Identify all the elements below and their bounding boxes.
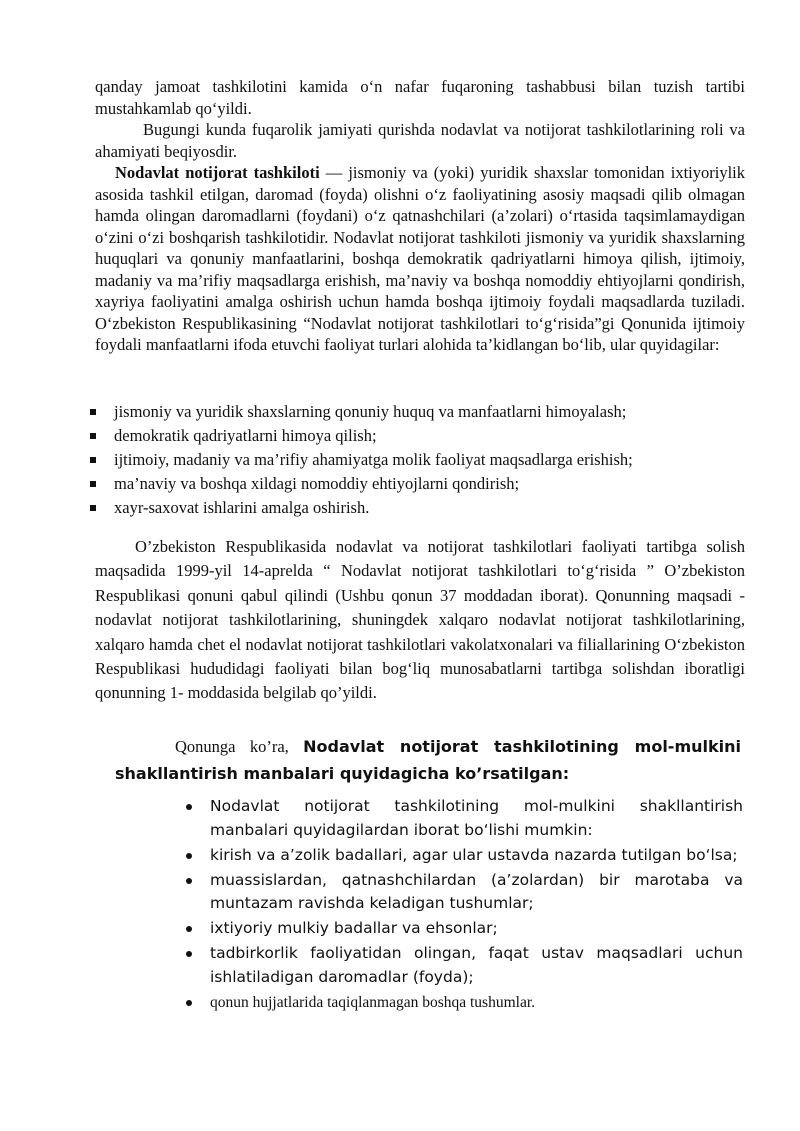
list-item: jismoniy va yuridik shaxslarning qonuniy huquq va manfaatlarni himoyalash;: [88, 400, 748, 424]
list-item: kirish va a’zolik badallari, agar ular ustavda nazarda tutilgan bo‘lsa;: [185, 844, 743, 868]
activity-types-list: [88, 400, 748, 520]
list-item: ixtiyoriy mulkiy badallar va ehsonlar;: [185, 917, 743, 941]
list-item: demokratik qadriyatlarni himoya qilish;: [88, 424, 748, 448]
list-item: muassislardan, qatnashchilardan (a’zolardan) bir marotaba va muntazam ravishda keladigan tushumlar;: [185, 869, 743, 916]
heading-lead: Qonunga ko’ra,: [175, 737, 304, 756]
intro-paragraphs: [95, 76, 745, 356]
definition-term: Nodavlat notijorat tashkiloti: [115, 163, 320, 182]
intro-line-2: Bugungi kunda fuqarolik jamiyati qurishda nodavlat va notijorat tashkilotlarining roli va ahamiyati beqiyosdir.: [95, 120, 745, 161]
list-item: ma’naviy va boshqa xildagi nomoddiy ehtiyojlarni qondirish;: [88, 472, 748, 496]
law-paragraph-text: O’zbekiston Respublikasida nodavlat va notijorat tashkilotlari faoliyati tartibga solish maqsadida 1999-yil 14-aprelda “ Nodavlat notijorat tashkilotlari to‘g‘risida ” O’zbekiston Respublikasi qonuni qabul qilindi (Ushbu qonun 37 moddadan iborat). Qonunning maqsadi - nodavlat notijorat tashkilotlarining, shuningdek xalqaro nodavlat notijorat tashkilotlarining, xalqaro hamda chet el nodavlat notijorat tashkilotlari vakolatxonalari va filiallarining O‘zbekiston Respublikasi hududidagi faoliyati bilan bog‘liq munosabatlarni tartibga solishdan iboratligi qonunning 1- moddasida belgilab qo’yildi.: [95, 537, 745, 703]
definition-text: — jismoniy va (yoki) yuridik shaxslar tomonidan ixtiyoriylik asosida tashkil etilgan, daromad (foyda) olishni o‘z faoliyatining asosiy maqsadi qilib olmagan hamda olingan daromadlarni (foydani) o‘z qatnashchilari (a’zolari) o‘rtasida taqsimlamaydigan o‘zini o‘zi boshqarish tashkilotidir. Nodavlat notijorat tashkiloti jismoniy va yuridik shaxslarning huquqlari va qonuniy manfaatlarini, boshqa demokratik qadriyatlarni himoya qilish, ijtimoiy, madaniy va ma’rifiy maqsadlarga erishish, ma’naviy va boshqa nomoddiy ehtiyojlarni qondirish, xayriya faoliyatini amalga oshirish uchun hamda boshqa ijtimoiy foydali maqsadlarda tuziladi. O‘zbekiston Respublikasining “Nodavlat notijorat tashkilotlari to‘g‘risida”gi Qonunida ijtimoiy foydali manfaatlarni ifoda etuvchi faoliyat turlari alohida ta’kidlangan bo‘lib, ular quyidagilar:: [95, 163, 745, 354]
heading-bold: Nodavlat notijorat tashkilotining mol-mulkini shakllantirish manbalari quyidagicha ko’rsatilgan:: [115, 737, 741, 783]
law-paragraph: [95, 535, 745, 706]
property-sources-list: [185, 795, 743, 1016]
list-item: xayr-saxovat ishlarini amalga oshirish.: [88, 496, 748, 520]
property-sources-heading: [115, 734, 741, 788]
list-item: qonun hujjatlarida taqiqlanmagan boshqa tushumlar.: [185, 991, 743, 1015]
intro-line-1: qanday jamoat tashkilotini kamida o‘n nafar fuqaroning tashabbusi bilan tuzish tartibi mustahkamlab qo‘yildi.: [95, 77, 745, 118]
list-item: ijtimoiy, madaniy va ma’rifiy ahamiyatga molik faoliyat maqsadlarga erishish;: [88, 448, 748, 472]
list-item: tadbirkorlik faoliyatidan olingan, faqat ustav maqsadlari uchun ishlatiladigan daromadlar (foyda);: [185, 942, 743, 989]
list-item: Nodavlat notijorat tashkilotining mol-mulkini shakllantirish manbalari quyidagilardan iborat bo‘lishi mumkin:: [185, 795, 743, 842]
